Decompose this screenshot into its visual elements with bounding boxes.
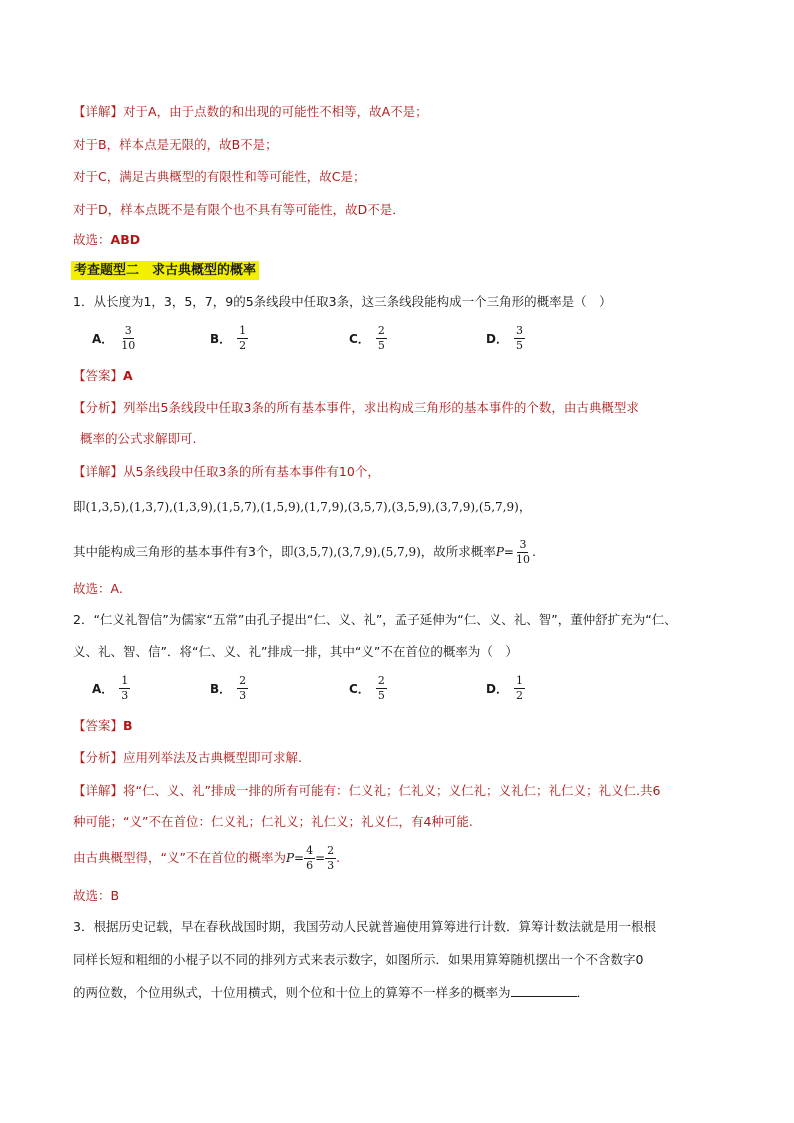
fraction: $\frac{2}{3}$ (239, 673, 247, 702)
option-d[interactable]: D． $\frac{1}{2}$ (486, 673, 523, 702)
section-heading: 考查题型二 求古典概型的概率 (71, 261, 259, 280)
answer-line: 故选：ABD (73, 232, 141, 247)
question-2-stem: 2．“仁义礼智信”为儒家“五常”由孔子提出“仁、义、礼”，孟子延伸为“仁、义、礼、智”，董仲舒扩充为“仁、 (73, 612, 677, 627)
fraction: $\frac{2}{3}$ (327, 843, 335, 872)
answer-tag: 【答案】 (73, 368, 124, 383)
detail-math-line: 即(1,3,5),(1,3,7),(1,3,9),(1,5,7),(1,5,9),(1,7,9),(3,5,7),(3,5,9),(3,7,9),(5,7,9)， (73, 499, 532, 514)
answer-blank[interactable] (511, 983, 577, 997)
analysis-tag: 【分析】 (73, 400, 124, 415)
detail-tag: 【详解】 (73, 104, 124, 119)
option-a[interactable]: A． $\frac{3}{10}$ (92, 323, 136, 352)
question-3-stem: 的两位数，个位用纵式，十位用横式，则个位和十位上的算筹不一样多的概率为 ． (73, 985, 590, 1000)
detail-tag: 【详解】 (73, 464, 124, 479)
question-3-stem: 同样长短和粗细的小棍子以不同的排列方式来表示数字，如图所示．如果用算筹随机摆出一个不含数字0 (73, 952, 644, 967)
fraction: $\frac{3}{10}$ (515, 537, 530, 566)
option-d[interactable]: D． $\frac{3}{5}$ (486, 323, 523, 352)
analysis-tag: 【分析】 (73, 750, 124, 765)
fraction: $\frac{2}{5}$ (377, 323, 385, 352)
option-b[interactable]: B． $\frac{1}{2}$ (210, 323, 247, 352)
detail-line: 种可能；“义”不在首位：仁义礼；仁礼义；礼仁义；礼义仁，有4种可能. (73, 814, 473, 829)
question-1-stem: 1．从长度为1，3，5，7，9的5条线段中任取3条，这三条线段能构成一个三角形的概率是（ ） (73, 294, 612, 309)
option-a[interactable]: A． $\frac{1}{3}$ (92, 673, 129, 702)
fraction: $\frac{4}{6}$ (306, 843, 314, 872)
question-2-stem: 义、礼、智、信”．将“仁、义、礼”排成一排，其中“义”不在首位的概率为（ ） (73, 644, 518, 659)
detail-paragraph-line: 对于D，样本点既不是有限个也不具有等可能性，故D不是． (73, 202, 405, 217)
fraction: $\frac{3}{10}$ (121, 323, 136, 352)
detail-line: 【详解】将“仁、义、礼”排成一排的所有可能有：仁义礼；仁礼义；义仁礼；义礼仁；礼仁义；礼义仁.共6 (73, 783, 661, 798)
fraction: $\frac{1}{2}$ (515, 673, 523, 702)
analysis-line: 概率的公式求解即可. (80, 431, 197, 446)
detail-paragraph-line: 对于B，样本点是无限的，故B不是； (73, 137, 278, 152)
fraction: $\frac{2}{5}$ (377, 673, 385, 702)
option-c[interactable]: C． $\frac{2}{5}$ (349, 323, 385, 352)
answer-tag: 【答案】 (73, 718, 124, 733)
analysis-line: 【分析】列举出5条线段中任取3条的所有基本事件，求出构成三角形的基本事件的个数，由古典概型求 (73, 400, 639, 415)
detail-probability-line: 由古典概型得，“义”不在首位的概率为 P = $\frac{4}{6}$ = $\frac{2}{3}$ . (73, 843, 341, 872)
question-1-options (92, 320, 732, 356)
answer-line: 【答案】B (73, 718, 133, 733)
fraction: $\frac{3}{5}$ (515, 323, 523, 352)
detail-line: 【详解】从5条线段中任取3条的所有基本事件有10个， (73, 464, 380, 479)
answer-line: 【答案】A (73, 368, 133, 383)
detail-tag: 【详解】 (73, 783, 124, 798)
final-answer: 故选：A. (73, 581, 123, 596)
fraction: $\frac{1}{3}$ (121, 673, 129, 702)
analysis-line: 【分析】应用列举法及古典概型即可求解. (73, 750, 302, 765)
question-2-options (92, 670, 732, 706)
detail-probability-line: 其中能构成三角形的基本事件有3个，即 (3,5,7),(3,7,9),(5,7,9) ，故所求概率 P = $\frac{3}{10}$ . (73, 537, 536, 566)
detail-paragraph-line: 对于C，满足古典概型的有限性和等可能性，故C是； (73, 169, 366, 184)
option-b[interactable]: B． $\frac{2}{3}$ (210, 673, 247, 702)
fraction: $\frac{1}{2}$ (239, 323, 247, 352)
final-answer: 故选：B (73, 888, 120, 903)
option-c[interactable]: C． $\frac{2}{5}$ (349, 673, 385, 702)
question-3-stem: 3．根据历史记载，早在春秋战国时期，我国劳动人民就普遍使用算筹进行计数．算筹计数法就是用一根根 (73, 919, 656, 934)
detail-paragraph-line: 【详解】对于A，由于点数的和出现的可能性不相等，故A不是； (73, 104, 428, 119)
